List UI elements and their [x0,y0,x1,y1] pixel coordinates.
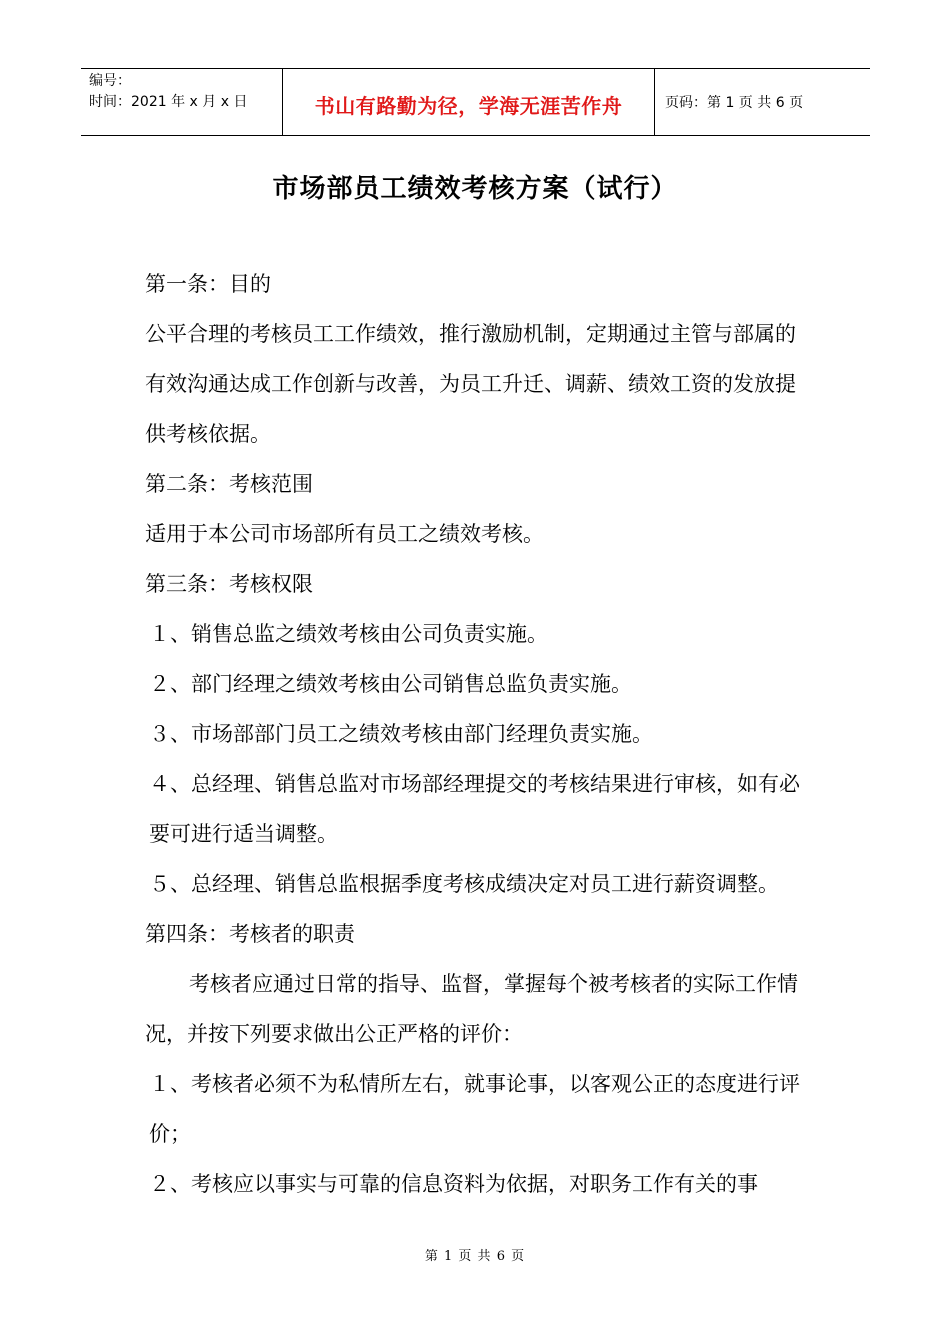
header-page-info: 页码：第 1 页 共 6 页 [665,95,804,111]
body-paragraph: 考核者应通过日常的指导、监督，掌握每个被考核者的实际工作情况，并按下列要求做出公正严格的评价： [145,972,798,1046]
header-meta-cell [81,69,282,135]
list-item: １、销售总监之绩效考核由公司负责实施。 [149,622,548,646]
page-footer: 第 1 页 共 6 页 [424,1249,526,1264]
document-date-label: 时间：2021 年 x 月 x 日 [89,94,248,110]
document-body [145,259,805,1209]
list-item: １、考核者必须不为私情所左右，就事论事，以客观公正的态度进行评价； [149,1072,800,1146]
list-item: ２、部门经理之绩效考核由公司销售总监负责实施。 [149,672,632,696]
document-number-label: 编号： [89,73,131,89]
body-paragraph: 公平合理的考核员工工作绩效，推行激励机制，定期通过主管与部属的有效沟通达成工作创新与改善，为员工升迁、调薪、绩效工资的发放提供考核依据。 [145,322,796,446]
section-heading: 第二条：考核范围 [145,472,313,496]
header-motto-cell [282,69,655,135]
list-item: ３、市场部部门员工之绩效考核由部门经理负责实施。 [149,722,653,746]
body-paragraph: 适用于本公司市场部所有员工之绩效考核。 [145,522,544,546]
list-item: ４、总经理、销售总监对市场部经理提交的考核结果进行审核，如有必要可进行适当调整。 [149,772,800,846]
document-title: 市场部员工绩效考核方案（试行） [272,174,678,204]
header-page-cell [655,69,870,135]
section-heading: 第四条：考核者的职责 [145,922,355,946]
list-item: ５、总经理、销售总监根据季度考核成绩决定对员工进行薪资调整。 [149,872,779,896]
list-item: ２、考核应以事实与可靠的信息资料为依据，对职务工作有关的事 [149,1172,758,1196]
document-header [81,68,870,136]
section-heading: 第三条：考核权限 [145,572,313,596]
section-heading: 第一条：目的 [145,272,271,296]
header-motto: 书山有路勤为径，学海无涯苦作舟 [314,93,623,118]
